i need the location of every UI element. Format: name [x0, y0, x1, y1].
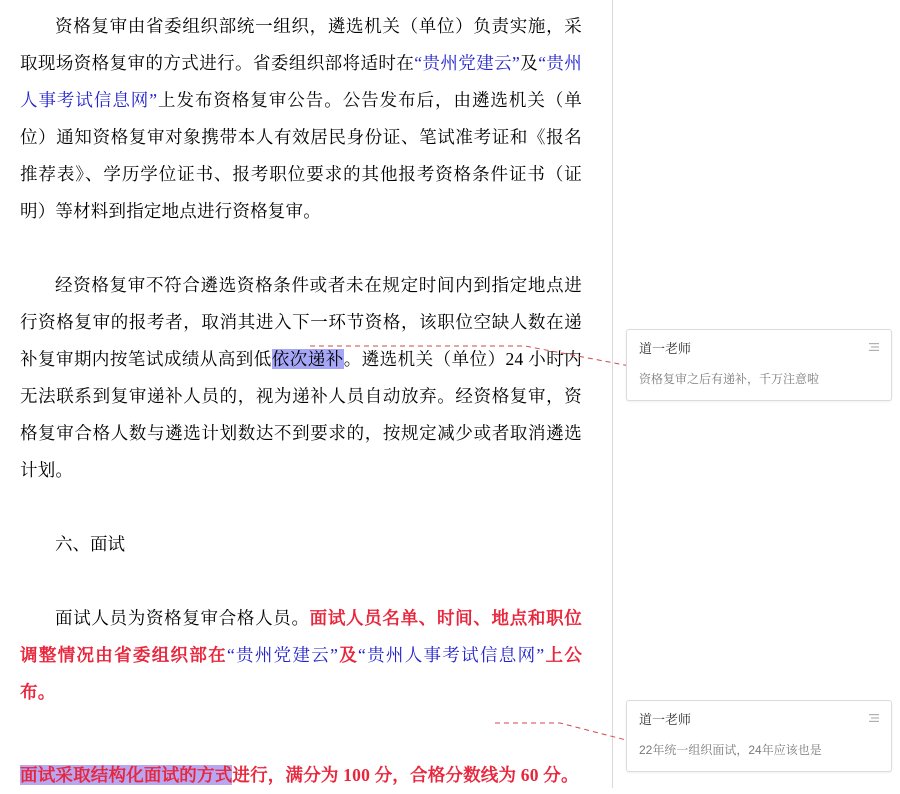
link-guizhou-exam-site: “贵州人事考试信息网” [20, 53, 582, 110]
run-text-emphasis: 及 [338, 645, 359, 665]
paragraph-1 [20, 8, 582, 230]
paragraph-spacer [20, 563, 582, 600]
run-text-emphasis: 进行，满分为 100 分，合格分数线为 60 分。 [232, 765, 579, 785]
link-guizhou-dangjianyun: “贵州党建云” [414, 53, 521, 73]
highlighted-text-structured-interview: 面试采取结构化面试的方式 [20, 765, 233, 785]
comment-card-2[interactable] [626, 700, 892, 772]
run-text-emphasis: 面试人员名单、时间、地点和职位调整情况由省委组织部在 [20, 608, 582, 665]
link-guizhou-dangjianyun-2: “贵州党建云” [226, 645, 339, 665]
paragraph-4 [20, 757, 582, 794]
run-text: 资格复审由省委组织部统一组织，遴选机关（单位）负责实施，采取现场资格复审的方式进行。省委组织部将适时在 [20, 16, 582, 73]
comment-author: 道一老师 [639, 341, 692, 356]
paragraph-spacer [20, 230, 582, 267]
run-text-emphasis: 上公布。 [20, 645, 583, 702]
run-text: 上发布资格复审公告。公告发布后，由遴选机关（单位）通知资格复审对象携带本人有效居民身份证、笔试准考证和《报名推荐表》、学历学位证书、报考职位要求的其他报考资格条件证书（证明）等材料到指定地点进行资格复审。 [20, 90, 582, 221]
more-options-icon[interactable] [867, 340, 881, 354]
comment-body: 22年统一组织面试，24年应该也是 [639, 743, 822, 757]
paragraph-2 [20, 267, 582, 489]
comment-author: 道一老师 [639, 712, 692, 727]
run-text: 。遴选机关（单位）24 小时内无法联系到复审递补人员的，视为递补人员自动放弃。经资格复审，资格复审合格人数与遴选计划数达不到要求的，按规定减少或者取消遴选计划。 [20, 349, 582, 480]
run-text: 经资格复审不符合遴选资格条件或者未在规定时间内到指定地点进行资格复审的报考者，取消其进入下一环节资格，该职位空缺人数在递补复审期内按笔试成绩从高到低 [20, 275, 582, 369]
run-text: 及 [520, 53, 539, 73]
paragraph-spacer [20, 711, 582, 757]
paragraph-spacer [20, 489, 582, 526]
section-heading-interview: 六、面试 [55, 534, 125, 554]
more-options-icon[interactable] [867, 711, 881, 725]
highlighted-text-dicibudi: 依次递补 [271, 349, 344, 369]
run-text: 面试人员为资格复审合格人员。 [55, 608, 310, 628]
paragraph-3 [20, 600, 582, 711]
link-guizhou-exam-site-2: “贵州人事考试信息网” [358, 645, 545, 665]
comment-body: 资格复审之后有递补，千万注意啦 [639, 372, 820, 386]
column-divider [612, 0, 613, 788]
comment-card-1[interactable] [626, 329, 892, 401]
